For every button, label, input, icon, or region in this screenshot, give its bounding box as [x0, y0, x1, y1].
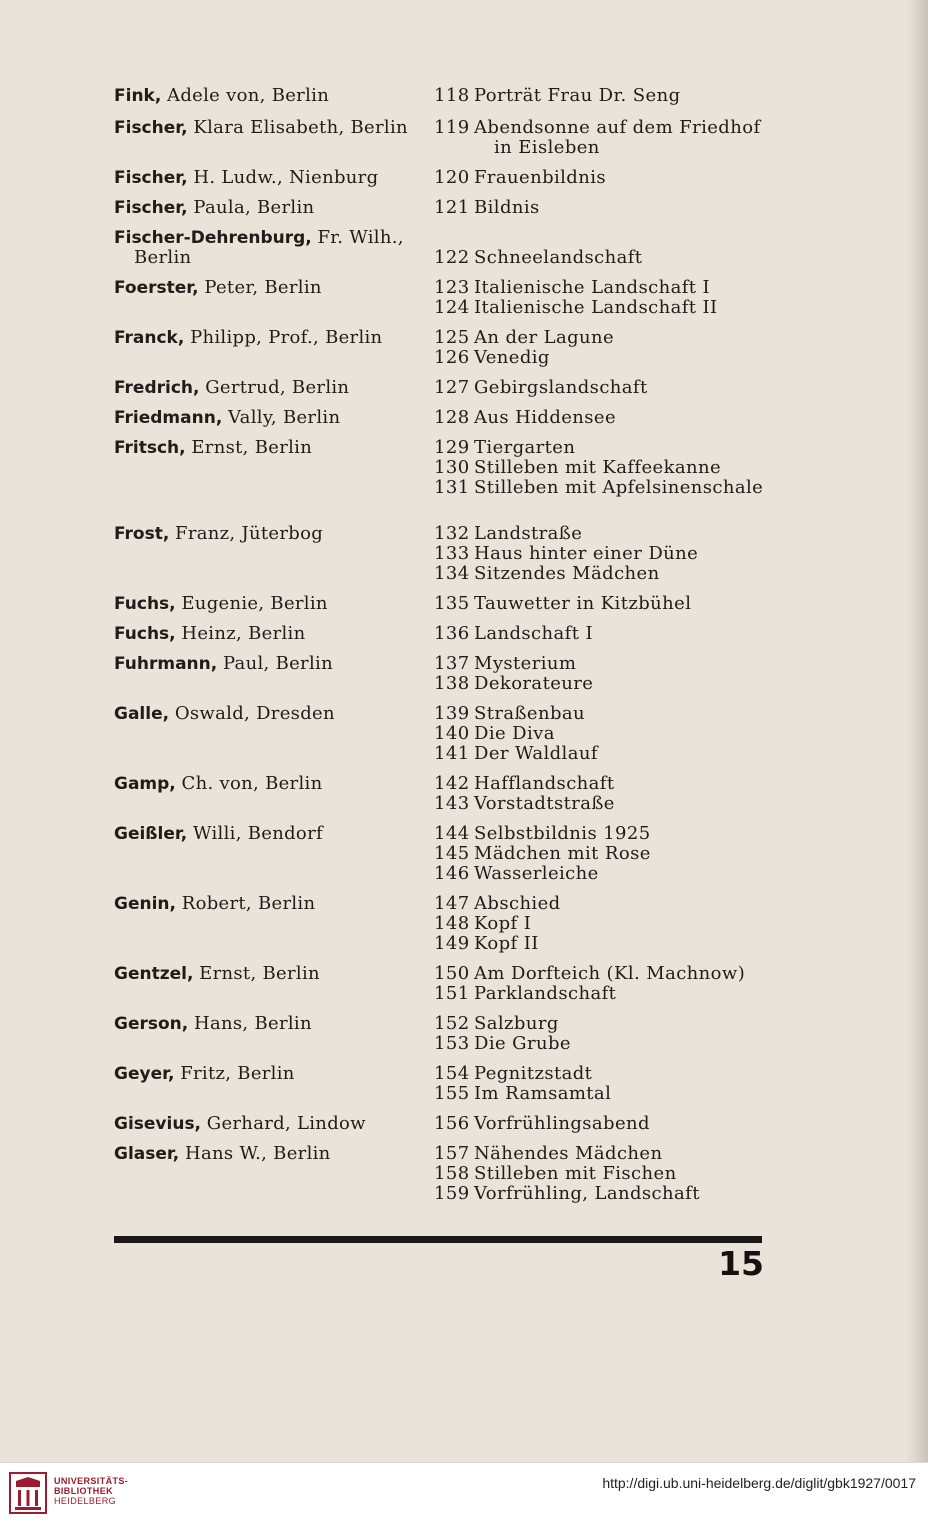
artist-name — [114, 118, 434, 138]
artist-surname: Friedmann, — [114, 408, 223, 428]
artwork-title: Porträt Frau Dr. Seng — [474, 85, 681, 106]
artist-name — [114, 1144, 434, 1164]
artwork-item — [434, 524, 774, 544]
artwork-title: Der Waldlauf — [474, 743, 598, 764]
artwork-item — [434, 478, 774, 498]
artwork-number: 158 — [434, 1163, 470, 1184]
catalog-entry — [114, 704, 774, 764]
artwork-item — [434, 894, 774, 914]
artist-details: Ernst, Berlin — [199, 963, 320, 984]
university-library-logo-icon — [8, 1471, 48, 1515]
artwork-number: 119 — [434, 117, 470, 138]
artwork-title: Vorfrühling, Landschaft — [474, 1183, 700, 1204]
artwork-list — [434, 228, 774, 268]
artwork-title: Landstraße — [474, 523, 583, 544]
artwork-item — [434, 1034, 774, 1054]
artwork-title: Nähendes Mädchen — [474, 1143, 663, 1164]
catalog-entry — [114, 524, 774, 584]
artist-details: Robert, Berlin — [181, 893, 316, 914]
artwork-title: Schneelandschaft — [474, 247, 643, 268]
artwork-item — [434, 458, 774, 478]
artwork-number: 130 — [434, 457, 470, 478]
artist-name — [114, 278, 434, 298]
artist-details: Hans W., Berlin — [184, 1143, 331, 1164]
artwork-number: 132 — [434, 523, 470, 544]
artist-details: Hans, Berlin — [193, 1013, 312, 1034]
artwork-title: Vorfrühlingsabend — [474, 1113, 650, 1134]
artist-surname: Frost, — [114, 524, 170, 544]
artwork-number: 159 — [434, 1183, 470, 1204]
artwork-title: Parklandschaft — [474, 983, 617, 1004]
artwork-list — [434, 378, 774, 398]
artist-details: Vally, Berlin — [228, 407, 341, 428]
artist-name — [114, 228, 434, 268]
artist-details: Klara Elisabeth, Berlin — [193, 117, 408, 138]
artist-name — [114, 594, 434, 614]
artwork-title: Landschaft I — [474, 623, 593, 644]
artwork-item — [434, 168, 774, 188]
catalog-entry — [114, 624, 774, 644]
artwork-title: Die Diva — [474, 723, 555, 744]
artwork-number: 118 — [434, 85, 470, 106]
catalog-entry — [114, 86, 774, 106]
artist-catalog — [114, 86, 774, 1204]
catalog-entry — [114, 438, 774, 498]
artwork-item — [434, 624, 774, 644]
catalog-entry — [114, 328, 774, 368]
artist-name — [114, 168, 434, 188]
artwork-number: 122 — [434, 247, 470, 268]
artwork-title: Mädchen mit Rose — [474, 843, 651, 864]
page-number: 15 — [718, 1244, 764, 1283]
artist-name — [114, 198, 434, 218]
artwork-item — [434, 1144, 774, 1164]
artwork-item — [434, 328, 774, 348]
artwork-list — [434, 624, 774, 644]
artwork-item — [434, 1164, 774, 1184]
artist-surname: Fritsch, — [114, 438, 186, 458]
artwork-title: Wasserleiche — [474, 863, 599, 884]
artwork-title: Gebirgslandschaft — [474, 377, 648, 398]
artwork-item — [434, 744, 774, 764]
artwork-number: 140 — [434, 723, 470, 744]
artwork-item — [434, 248, 774, 268]
artist-surname: Geißler, — [114, 824, 188, 844]
artist-surname: Fink, — [114, 86, 162, 106]
artwork-number: 148 — [434, 913, 470, 934]
artist-details: Peter, Berlin — [204, 277, 322, 298]
artwork-item — [434, 654, 774, 674]
artwork-number: 133 — [434, 543, 470, 564]
artwork-item — [434, 984, 774, 1004]
artwork-item — [434, 1064, 774, 1084]
artist-surname: Fuhrmann, — [114, 654, 218, 674]
artwork-list — [434, 168, 774, 188]
artwork-list — [434, 894, 774, 954]
artwork-item — [434, 594, 774, 614]
catalog-entry — [114, 1114, 774, 1134]
artist-surname: Fischer-Dehrenburg, — [114, 228, 312, 248]
artwork-item — [434, 794, 774, 814]
artwork-number: 138 — [434, 673, 470, 694]
artist-name — [114, 704, 434, 724]
artist-details: Oswald, Dresden — [174, 703, 335, 724]
artist-details: Fritz, Berlin — [180, 1063, 295, 1084]
artist-details: Philipp, Prof., Berlin — [190, 327, 383, 348]
artwork-item — [434, 348, 774, 368]
artwork-item — [434, 674, 774, 694]
artist-name — [114, 328, 434, 348]
artwork-item — [434, 1114, 774, 1134]
artwork-number: 143 — [434, 793, 470, 814]
artist-details: Gertrud, Berlin — [205, 377, 350, 398]
artist-name — [114, 86, 434, 106]
artwork-item — [434, 914, 774, 934]
artwork-number: 123 — [434, 277, 470, 298]
artwork-list — [434, 278, 774, 318]
artwork-number: 131 — [434, 477, 470, 498]
library-name-line2: BIBLIOTHEK — [54, 1486, 113, 1496]
artwork-title: Dekorateure — [474, 673, 594, 694]
library-name-line1: UNIVERSITÄTS- — [54, 1476, 129, 1486]
artist-details: H. Ludw., Nienburg — [193, 167, 379, 188]
artist-surname: Geyer, — [114, 1064, 175, 1084]
artwork-list — [434, 408, 774, 428]
artwork-item — [434, 86, 774, 106]
artist-details: Ernst, Berlin — [191, 437, 313, 458]
artist-name — [114, 774, 434, 794]
artist-surname: Gisevius, — [114, 1114, 202, 1134]
artwork-list — [434, 704, 774, 764]
artwork-number: 147 — [434, 893, 470, 914]
artist-surname: Fredrich, — [114, 378, 200, 398]
artist-name — [114, 824, 434, 844]
artwork-number: 126 — [434, 347, 470, 368]
artwork-number: 129 — [434, 437, 470, 458]
artwork-number: 120 — [434, 167, 470, 188]
artwork-list — [434, 774, 774, 814]
artwork-list — [434, 964, 774, 1004]
artwork-item — [434, 198, 774, 218]
artwork-number: 141 — [434, 743, 470, 764]
artwork-title: Abschied — [474, 893, 561, 914]
artwork-list — [434, 1064, 774, 1104]
artwork-item — [434, 934, 774, 954]
artwork-number: 137 — [434, 653, 470, 674]
artwork-list — [434, 1014, 774, 1054]
artwork-title: Italienische Landschaft II — [474, 297, 718, 318]
artist-surname: Genin, — [114, 894, 176, 914]
artwork-title: Salzburg — [474, 1013, 559, 1034]
artwork-title: Stilleben mit Apfelsinenschale — [474, 477, 764, 498]
artwork-item — [434, 844, 774, 864]
artwork-number: 125 — [434, 327, 470, 348]
catalog-entry — [114, 198, 774, 218]
artwork-title: Kopf II — [474, 933, 539, 954]
source-url[interactable]: http://digi.ub.uni-heidelberg.de/diglit/gbk1927/0017 — [602, 1475, 916, 1491]
artist-name — [114, 624, 434, 644]
artwork-item — [434, 408, 774, 428]
artwork-item — [434, 438, 774, 458]
catalog-entry — [114, 824, 774, 884]
artwork-title: Stilleben mit Kaffeekanne — [474, 457, 722, 478]
artist-surname: Fischer, — [114, 168, 188, 188]
artwork-number: 150 — [434, 963, 470, 984]
artist-name — [114, 1064, 434, 1084]
catalog-entry — [114, 594, 774, 614]
artwork-number: 136 — [434, 623, 470, 644]
artist-name — [114, 654, 434, 674]
artwork-item — [434, 378, 774, 398]
artwork-title: Vorstadtstraße — [474, 793, 615, 814]
catalog-entry — [114, 378, 774, 398]
artwork-item — [434, 774, 774, 794]
artwork-title: Am Dorfteich (Kl. Machnow) — [474, 963, 746, 984]
artist-details: Gerhard, Lindow — [206, 1113, 366, 1134]
artwork-title: Venedig — [474, 347, 550, 368]
artist-surname: Galle, — [114, 704, 170, 724]
artwork-title: Tauwetter in Kitzbühel — [474, 593, 692, 614]
artwork-item — [434, 704, 774, 724]
artist-name — [114, 964, 434, 984]
catalog-entry — [114, 964, 774, 1004]
artwork-title: Straßenbau — [474, 703, 586, 724]
artwork-number: 135 — [434, 593, 470, 614]
artwork-number: 155 — [434, 1083, 470, 1104]
artist-surname: Fuchs, — [114, 594, 176, 614]
artwork-title: Kopf I — [474, 913, 532, 934]
artwork-item — [434, 564, 774, 584]
artwork-number: 153 — [434, 1033, 470, 1054]
catalog-entry — [114, 168, 774, 188]
artist-name — [114, 524, 434, 544]
artist-details: Paul, Berlin — [222, 653, 333, 674]
catalog-entry — [114, 228, 774, 268]
artwork-number: 142 — [434, 773, 470, 794]
artwork-number: 128 — [434, 407, 470, 428]
artist-surname: Fuchs, — [114, 624, 176, 644]
artist-surname: Glaser, — [114, 1144, 180, 1164]
artwork-item — [434, 278, 774, 298]
artwork-title: Im Ramsamtal — [474, 1083, 612, 1104]
artwork-number: 154 — [434, 1063, 470, 1084]
artwork-item — [434, 1084, 774, 1104]
artist-details: Heinz, Berlin — [181, 623, 306, 644]
artist-surname: Gentzel, — [114, 964, 194, 984]
artwork-list — [434, 654, 774, 694]
artist-name — [114, 408, 434, 428]
catalog-entry — [114, 118, 774, 158]
artwork-item — [434, 1014, 774, 1034]
artist-surname: Gerson, — [114, 1014, 189, 1034]
artist-details: Eugenie, Berlin — [181, 593, 328, 614]
artwork-list — [434, 824, 774, 884]
artist-surname: Gamp, — [114, 774, 176, 794]
artwork-title: An der Lagune — [474, 327, 615, 348]
artist-surname: Fischer, — [114, 198, 188, 218]
library-footer — [0, 1462, 928, 1530]
artist-details: Franz, Jüterbog — [175, 523, 324, 544]
artwork-title: Mysterium — [474, 653, 577, 674]
library-name — [54, 1476, 128, 1506]
library-name-line3: HEIDELBERG — [54, 1496, 117, 1506]
artwork-number: 145 — [434, 843, 470, 864]
artwork-number: 124 — [434, 297, 470, 318]
artwork-item — [434, 544, 774, 564]
artwork-number: 121 — [434, 197, 470, 218]
artwork-title: Frauenbildnis — [474, 167, 607, 188]
catalog-entry — [114, 408, 774, 428]
artwork-list — [434, 438, 774, 498]
artist-name — [114, 894, 434, 914]
artwork-number: 156 — [434, 1113, 470, 1134]
artwork-title: Stilleben mit Fischen — [474, 1163, 677, 1184]
artist-details: Fr. Wilh., Berlin — [134, 227, 404, 268]
artwork-number: 127 — [434, 377, 470, 398]
artwork-title: Aus Hiddensee — [474, 407, 617, 428]
page-edge-shadow — [906, 0, 928, 1462]
artwork-title: Abendsonne auf dem Friedhof in Eisleben — [474, 117, 761, 158]
artwork-title: Haus hinter einer Düne — [474, 543, 699, 564]
artwork-title: Hafflandschaft — [474, 773, 615, 794]
artwork-item — [434, 1184, 774, 1204]
catalog-entry — [114, 1014, 774, 1054]
artist-details: Paula, Berlin — [193, 197, 315, 218]
artwork-number: 146 — [434, 863, 470, 884]
catalog-entry — [114, 894, 774, 954]
artwork-number: 139 — [434, 703, 470, 724]
artwork-number: 152 — [434, 1013, 470, 1034]
artwork-number: 134 — [434, 563, 470, 584]
artist-details: Ch. von, Berlin — [181, 773, 323, 794]
artwork-item — [434, 964, 774, 984]
artwork-list — [434, 328, 774, 368]
artwork-number: 157 — [434, 1143, 470, 1164]
artwork-title: Italienische Landschaft I — [474, 277, 711, 298]
artist-surname: Franck, — [114, 328, 185, 348]
catalog-entry — [114, 1064, 774, 1104]
artist-name — [114, 378, 434, 398]
catalog-entry — [114, 774, 774, 814]
artwork-title: Die Grube — [474, 1033, 571, 1054]
artwork-item — [434, 724, 774, 744]
artwork-list — [434, 1144, 774, 1204]
artwork-title: Bildnis — [474, 197, 540, 218]
artwork-list — [434, 198, 774, 218]
artist-name — [114, 438, 434, 458]
artwork-list — [434, 118, 774, 158]
artwork-list — [434, 1114, 774, 1134]
footer-rule — [114, 1236, 762, 1243]
artwork-item — [434, 118, 774, 158]
artist-surname: Fischer, — [114, 118, 188, 138]
artwork-item — [434, 864, 774, 884]
artwork-title: Pegnitzstadt — [474, 1063, 593, 1084]
artwork-title: Sitzendes Mädchen — [474, 563, 660, 584]
artwork-number: 144 — [434, 823, 470, 844]
artwork-list — [434, 86, 774, 106]
artwork-list — [434, 594, 774, 614]
catalog-entry — [114, 654, 774, 694]
artist-details: Adele von, Berlin — [167, 85, 330, 106]
artwork-item — [434, 298, 774, 318]
artwork-item — [434, 824, 774, 844]
artist-name — [114, 1114, 434, 1134]
catalog-entry — [114, 1144, 774, 1204]
artist-details: Willi, Bendorf — [192, 823, 323, 844]
artwork-number: 149 — [434, 933, 470, 954]
catalog-entry — [114, 278, 774, 318]
artwork-title: Tiergarten — [474, 437, 576, 458]
artwork-number: 151 — [434, 983, 470, 1004]
artwork-title: Selbstbildnis 1925 — [474, 823, 651, 844]
artist-name — [114, 1014, 434, 1034]
artist-surname: Foerster, — [114, 278, 199, 298]
artwork-list — [434, 524, 774, 584]
